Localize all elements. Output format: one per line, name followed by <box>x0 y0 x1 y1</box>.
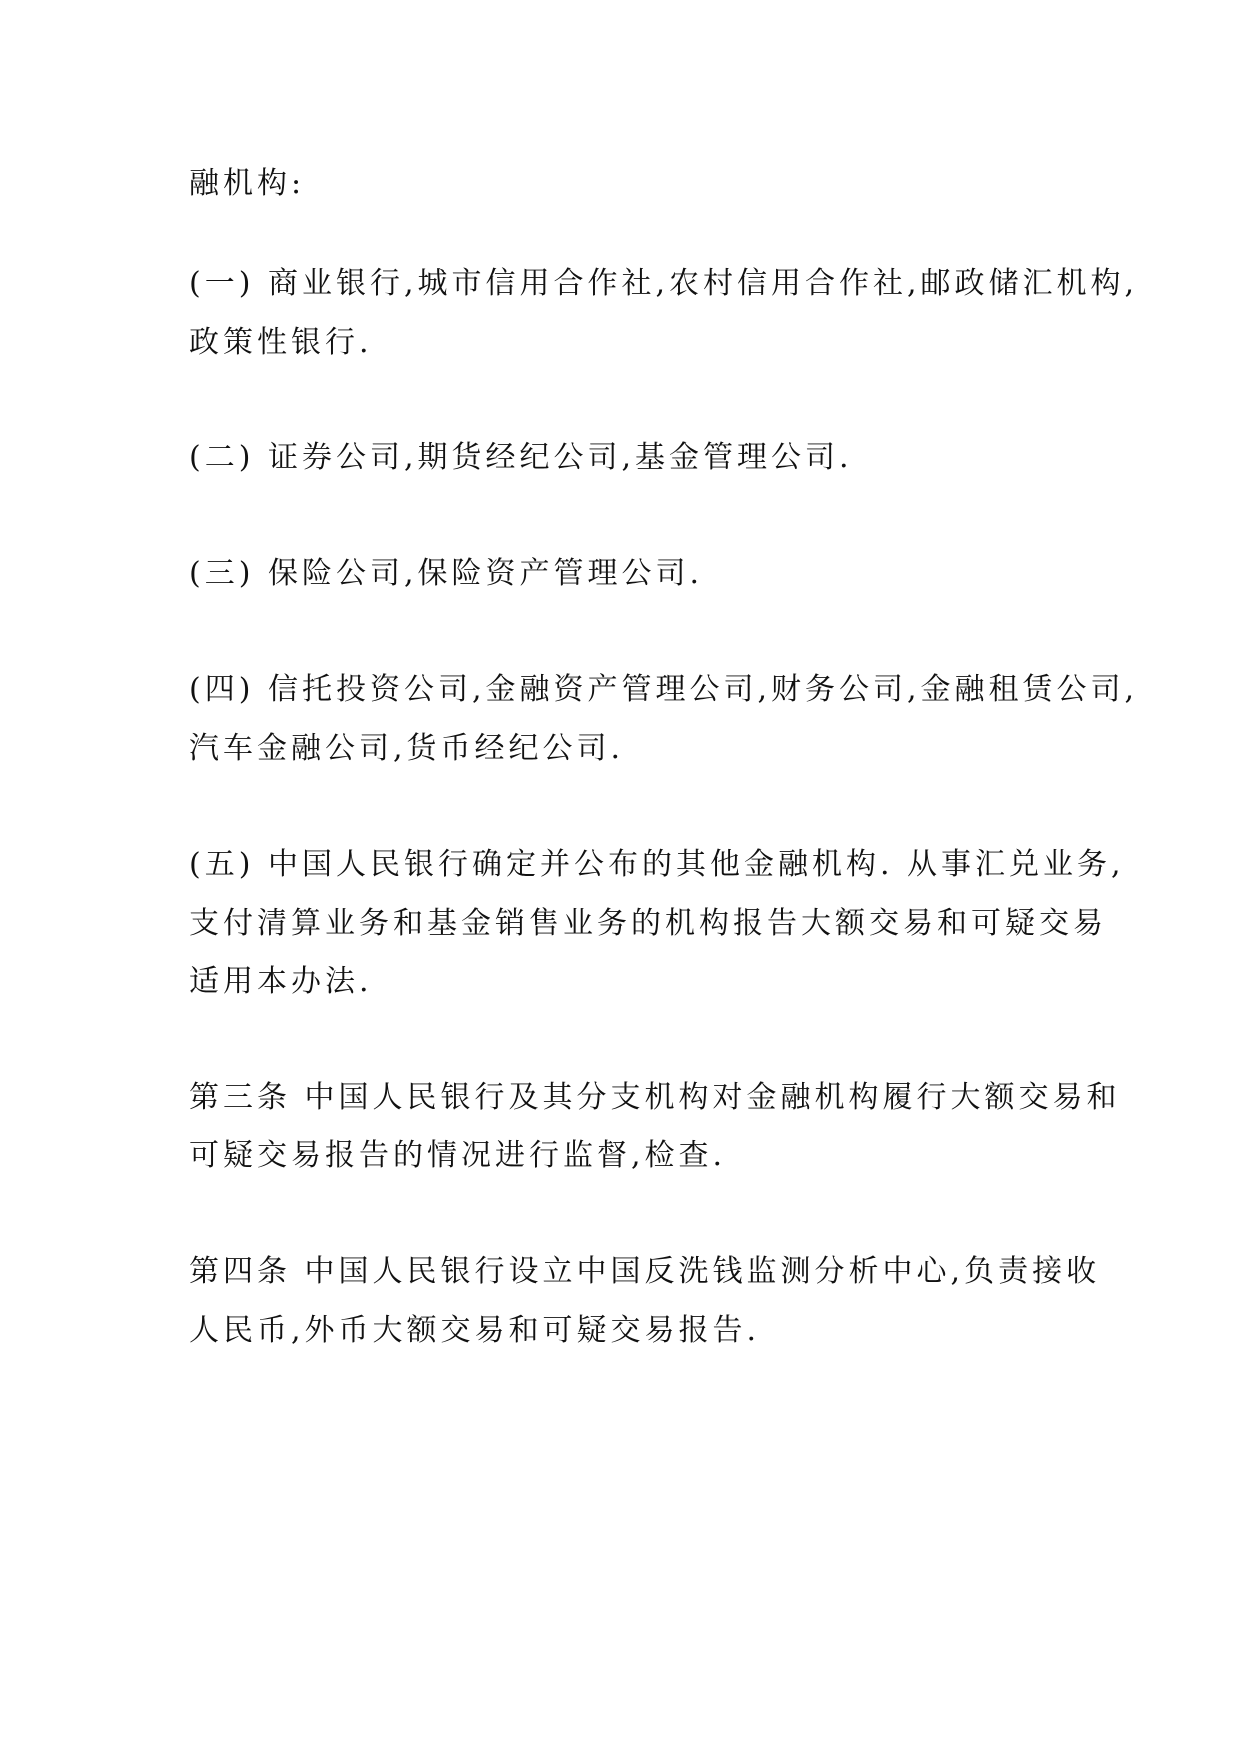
text-line-item-3: (三) 保险公司,保险资产管理公司. <box>189 556 704 591</box>
text-line-article-4-cont: 人民币,外币大额交易和可疑交易报告. <box>189 1313 761 1348</box>
text-line-item-1-cont: 政策性银行. <box>189 325 373 360</box>
text-line-article-4: 第四条 中国人民银行设立中国反洗钱监测分析中心,负责接收 <box>189 1254 1101 1289</box>
text-line-article-3-cont: 可疑交易报告的情况进行监督,检查. <box>189 1138 727 1173</box>
text-line-intro: 融机构: <box>189 166 306 201</box>
text-line-item-5-cont-1: 支付清算业务和基金销售业务的机构报告大额交易和可疑交易 <box>189 906 1107 941</box>
text-line-item-5: (五) 中国人民银行确定并公布的其他金融机构. 从事汇兑业务, <box>189 847 1125 882</box>
text-line-item-2: (二) 证券公司,期货经纪公司,基金管理公司. <box>189 440 853 475</box>
text-line-item-1: (一) 商业银行,城市信用合作社,农村信用合作社,邮政储汇机构, <box>189 266 1139 301</box>
text-line-item-5-cont-2: 适用本办法. <box>189 964 373 999</box>
text-line-item-4-cont: 汽车金融公司,货币经纪公司. <box>189 731 625 766</box>
text-line-article-3: 第三条 中国人民银行及其分支机构对金融机构履行大额交易和 <box>189 1080 1121 1115</box>
text-line-item-4: (四) 信托投资公司,金融资产管理公司,财务公司,金融租赁公司, <box>189 672 1139 707</box>
